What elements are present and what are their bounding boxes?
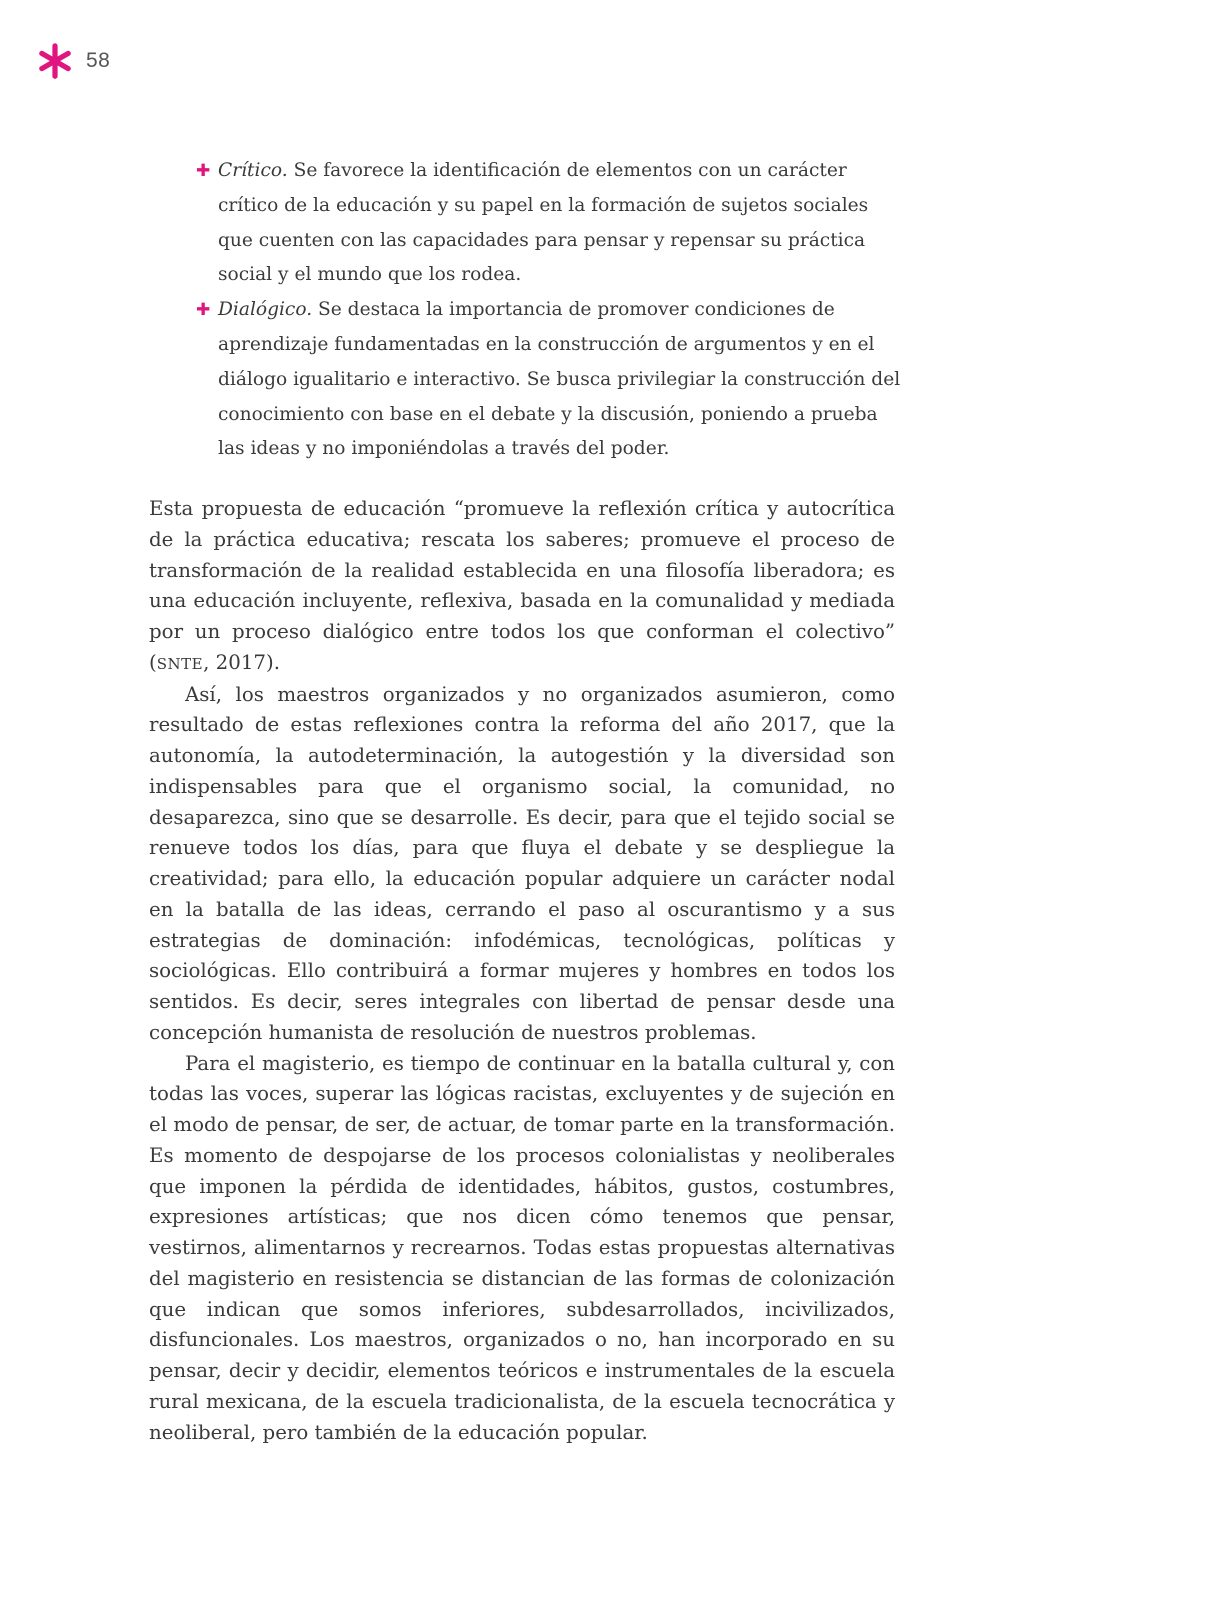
asterisk-logo-icon (36, 42, 74, 80)
page-header (36, 42, 110, 80)
citation-snte: SNTE (156, 654, 204, 673)
plus-bullet-icon: ✚ (196, 300, 211, 321)
bullet-item-critico (196, 154, 908, 293)
paragraph-1-main: Esta propuesta de educación “promueve la reflexión crítica y autocrítica de la práctica educativa; rescata los saberes; promueve el proceso de transformación de la realidad establecida en una filosofía liberadora; es una educación incluyente, reflexiva, basada en la comunalidad y mediada por un proceso dialógico entre todos los que conforman el colectivo” ( (149, 497, 895, 674)
paragraph-3: Para el magisterio, es tiempo de continuar en la batalla cultural y, con todas las voces, superar las lógicas racistas, excluyentes y de sujeción en el modo de pensar, de ser, de actuar, de tomar parte en la transformación. Es momento de despojarse de los procesos colonialistas y neoliberales que imponen la pérdida de identidades, hábitos, gustos, costumbres, expresiones artísticas; que nos dicen cómo tenemos que pensar, vestirnos, alimentarnos y recrearnos. Todas estas propuestas alternativas del magisterio en resistencia se distancian de las formas de colonización que indican que somos inferiores, subdesarrollados, incivilizados, disfuncionales. Los maestros, organizados o no, han incorporado en su pensar, decir y decidir, elementos teóricos e instrumentales de la escuela rural mexicana, de la escuela tradicionalista, de la escuela tecnocrática y neoliberal, pero también de la educación popular. (149, 1051, 895, 1444)
paragraph-1 (149, 494, 895, 680)
bullet-list (196, 154, 908, 467)
body-text (149, 494, 895, 1448)
bullet-item-dialogico (196, 293, 908, 467)
bullet-text: Se favorece la identificación de elementos con un carácter crítico de la educación y su papel en la formación de sujetos sociales que cuenten con las capacidades para pensar y repensar su práctica social y el mundo que los rodea. (218, 160, 869, 286)
paragraph-2: Así, los maestros organizados y no organizados asumieron, como resultado de estas reflexiones contra la reforma del año 2017, que la autonomía, la autodeterminación, la autogestión y la diversidad son indispensables para que el organismo social, la comunidad, no desaparezca, sino que se desarrolle. Es decir, para que el tejido social se renueve todos los días, para que fluya el debate y se despliegue la creatividad; para ello, la educación popular adquiere un carácter nodal en la batalla de las ideas, cerrando el paso al oscurantismo y a sus estrategias de dominación: infodémicas, tecnológicas, políticas y sociológicas. Ello contribuirá a formar mujeres y hombres en todos los sentidos. Es decir, seres integrales con libertad de pensar desde una concepción humanista de resolución de nuestros problemas. (149, 682, 895, 1044)
bullet-term: Crítico. (218, 160, 288, 181)
plus-bullet-icon: ✚ (196, 161, 211, 181)
paragraph-1-end: , 2017). (203, 650, 281, 674)
bullet-text: Se destaca la importancia de promover condiciones de aprendizaje fundamentadas en la construcción de argumentos y en el diálogo igualitario e interactivo. Se busca privilegiar la construcción del conocimiento con base en el debate y la discusión, poniendo a prueba las ideas y no imponiéndolas a través del poder. (218, 299, 901, 460)
page-number: 58 (86, 49, 111, 72)
bullet-term: Dialógico. (218, 299, 313, 321)
